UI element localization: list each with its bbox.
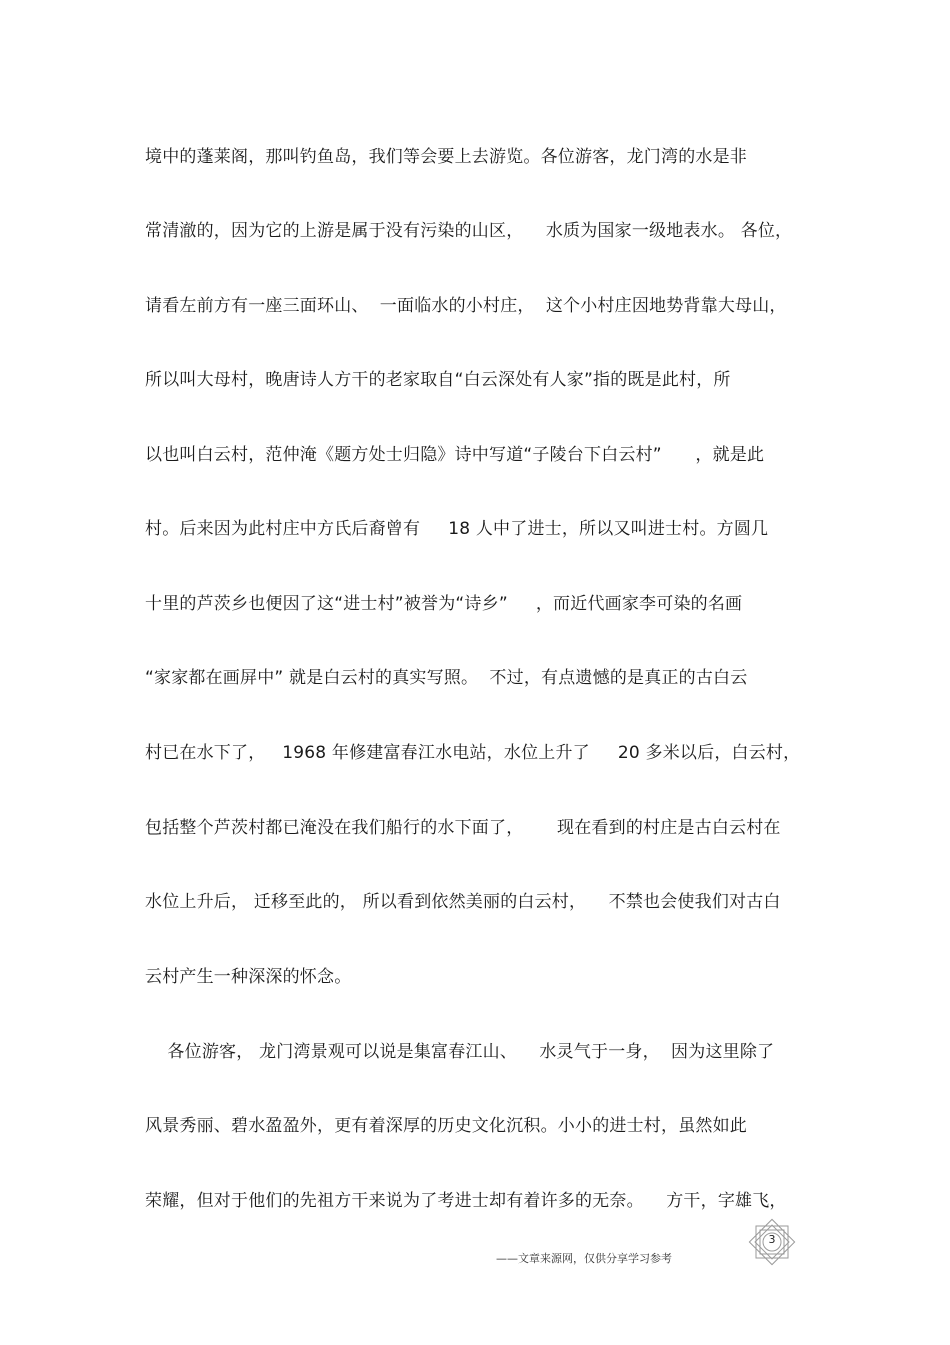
body-line: 包括整个芦茨村都已淹没在我们船行的水下面了， 现在看到的村庄是古白云村在 [145, 818, 781, 838]
body-line: “家家都在画屏中” 就是白云村的真实写照。 不过，有点遗憾的是真正的古白云 [145, 668, 748, 688]
body-line: 请看左前方有一座三面环山、 一面临水的小村庄， 这个小村庄因地势背靠大母山， [145, 296, 787, 316]
body-line: 荣耀，但对于他们的先祖方干来说为了考进士却有着许多的无奈。 方干，字雄飞， [145, 1191, 787, 1211]
body-line: 常清澈的，因为它的上游是属于没有污染的山区， 水质为国家一级地表水。 各位， [145, 221, 793, 241]
body-line: 十里的芦茨乡也便因了这“进士村”被誉为“诗乡” ，而近代画家李可染的名画 [145, 594, 743, 614]
body-line: 云村产生一种深深的怀念。 [145, 967, 352, 987]
page-number: 3 [768, 1233, 776, 1246]
source-note: ——文章来源网，仅供分享学习参考 [496, 1252, 672, 1265]
body-line: 境中的蓬莱阁，那叫钓鱼岛，我们等会要上去游览。各位游客，龙门湾的水是非 [145, 147, 747, 167]
body-line: 风景秀丽、碧水盈盈外，更有着深厚的历史文化沉积。小小的进士村，虽然如此 [145, 1116, 747, 1136]
body-line: 以也叫白云村，范仲淹《题方处士归隐》诗中写道“子陵台下白云村” ，就是此 [145, 445, 765, 465]
body-line: 村已在水下了， 1968 年修建富春江水电站，水位上升了 20 多米以后，白云村， [145, 743, 801, 763]
body-line: 水位上升后， 迁移至此的， 所以看到依然美丽的白云村， 不禁也会使我们对古白 [145, 892, 781, 912]
body-line: 各位游客， 龙门湾景观可以说是集富春江山、 水灵气于一身， 因为这里除了 [145, 1042, 775, 1062]
body-line: 村。后来因为此村庄中方氏后裔曾有 18 人中了进士，所以又叫进士村。方圆几 [145, 519, 769, 539]
body-line: 所以叫大母村，晚唐诗人方干的老家取自“白云深处有人家”指的既是此村，所 [145, 370, 731, 390]
page-number-badge [748, 1218, 796, 1266]
